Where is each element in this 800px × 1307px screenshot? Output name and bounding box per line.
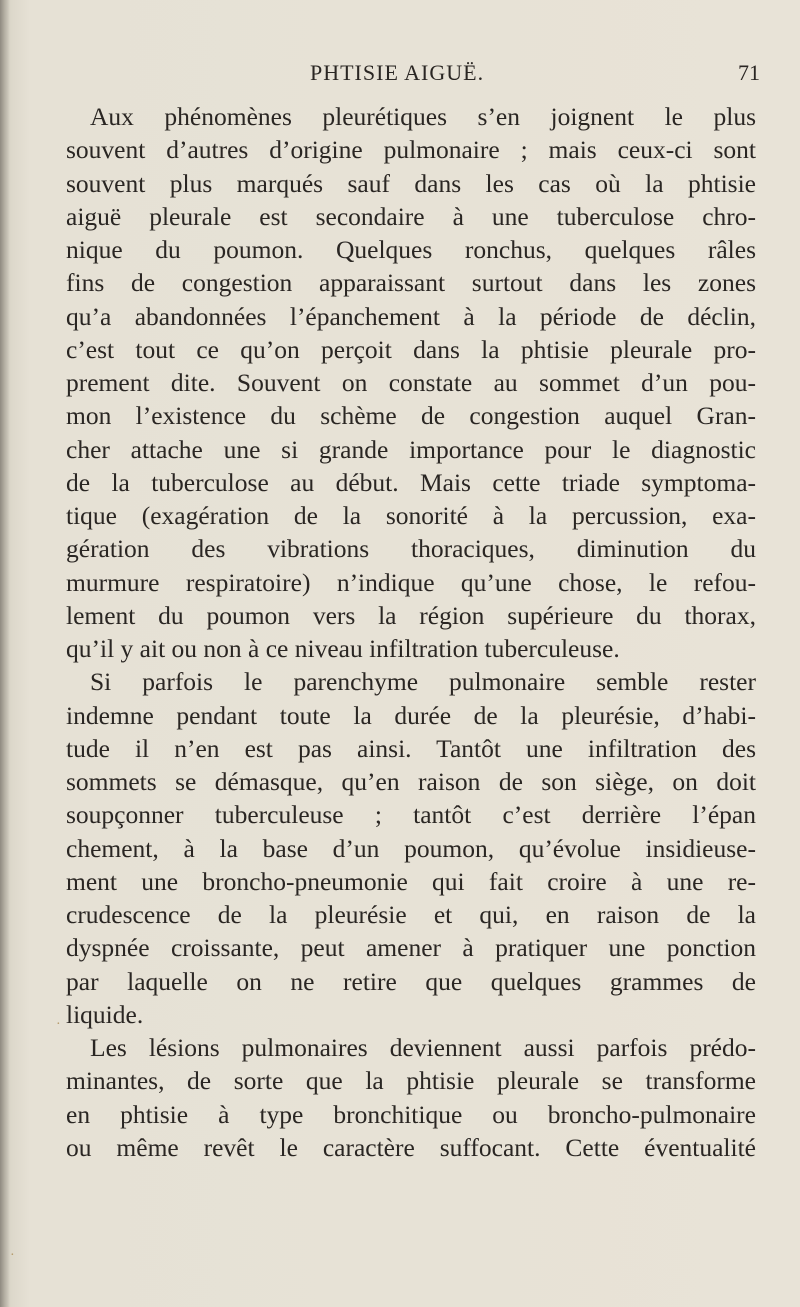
text-line: tude il n’en est pas ainsi. Tantôt une infiltration des bbox=[66, 733, 756, 763]
text-line: nique du poumon. Quelques ronchus, quelques râles bbox=[66, 235, 756, 264]
body-text bbox=[66, 100, 756, 1164]
page-binding-edge bbox=[0, 0, 10, 1307]
page-number: 71 bbox=[738, 60, 760, 85]
text-line: aiguë pleurale est secondaire à une tuberculose chro- bbox=[66, 201, 756, 231]
text-line: qu’a abandonnées l’épanchement à la période de déclin, bbox=[66, 301, 756, 331]
text-line: indemne pendant toute la durée de la pleurésie, d’habi- bbox=[66, 700, 756, 730]
text-line: crudescence de la pleurésie et qui, en raison de la bbox=[66, 900, 756, 929]
ink-speck: · bbox=[10, 1248, 15, 1263]
page-header bbox=[0, 60, 800, 94]
text-line: souvent d’autres d’origine pulmonaire ; mais ceux-ci sont bbox=[66, 135, 756, 165]
text-line: en phtisie à type bronchitique ou broncho-pulmonaire bbox=[66, 1099, 756, 1129]
text-line: sommets se démasque, qu’en raison de son siège, on doit bbox=[66, 767, 756, 796]
text-line: cher attache une si grande importance pour le diagnostic bbox=[66, 434, 756, 464]
text-line: prement dite. Souvent on constate au sommet d’un pou- bbox=[66, 368, 756, 397]
text-line: soupçonner tuberculeuse ; tantôt c’est derrière l’épan bbox=[66, 800, 756, 830]
text-line: liquide. bbox=[66, 999, 144, 1029]
text-line: souvent plus marqués sauf dans les cas où la phtisie bbox=[66, 168, 756, 198]
text-line: Les lésions pulmonaires deviennent aussi parfois prédo- bbox=[90, 1033, 756, 1062]
text-line: tique (exagération de la sonorité à la percussion, exa- bbox=[66, 501, 756, 530]
text-line: par laquelle on ne retire que quelques grammes de bbox=[66, 966, 756, 996]
text-line: Si parfois le parenchyme pulmonaire semble rester bbox=[90, 667, 756, 697]
text-line: minantes, de sorte que la phtisie pleurale se transforme bbox=[66, 1066, 756, 1096]
text-line: lement du poumon vers la région supérieure du thorax, bbox=[66, 600, 756, 630]
text-line: ment une broncho-pneumonie qui fait croire à une re- bbox=[66, 866, 756, 896]
running-title: PHTISIE AIGUË. bbox=[310, 60, 485, 85]
text-line: fins de congestion apparaissant surtout dans les zones bbox=[66, 268, 756, 298]
text-line: mon l’existence du schème de congestion auquel Gran- bbox=[66, 401, 756, 431]
text-line: gération des vibrations thoraciques, diminution du bbox=[66, 534, 756, 564]
text-line: chement, à la base d’un poumon, qu’évolue insidieuse- bbox=[66, 833, 756, 863]
text-line: dyspnée croissante, peut amener à pratiquer une ponction bbox=[66, 933, 756, 963]
text-line: Aux phénomènes pleurétiques s’en joignent le plus bbox=[90, 102, 756, 131]
text-line: de la tuberculose au début. Mais cette triade symptoma- bbox=[66, 467, 756, 497]
text-line: murmure respiratoire) n’indique qu’une chose, le refou- bbox=[66, 567, 756, 597]
text-line: c’est tout ce qu’on perçoit dans la phtisie pleurale pro- bbox=[66, 334, 756, 364]
text-line: qu’il y ait ou non à ce niveau infiltration tuberculeuse. bbox=[66, 634, 620, 663]
text-line: ou même revêt le caractère suffocant. Cette éventualité bbox=[66, 1132, 756, 1162]
ink-speck: · bbox=[56, 1017, 61, 1032]
